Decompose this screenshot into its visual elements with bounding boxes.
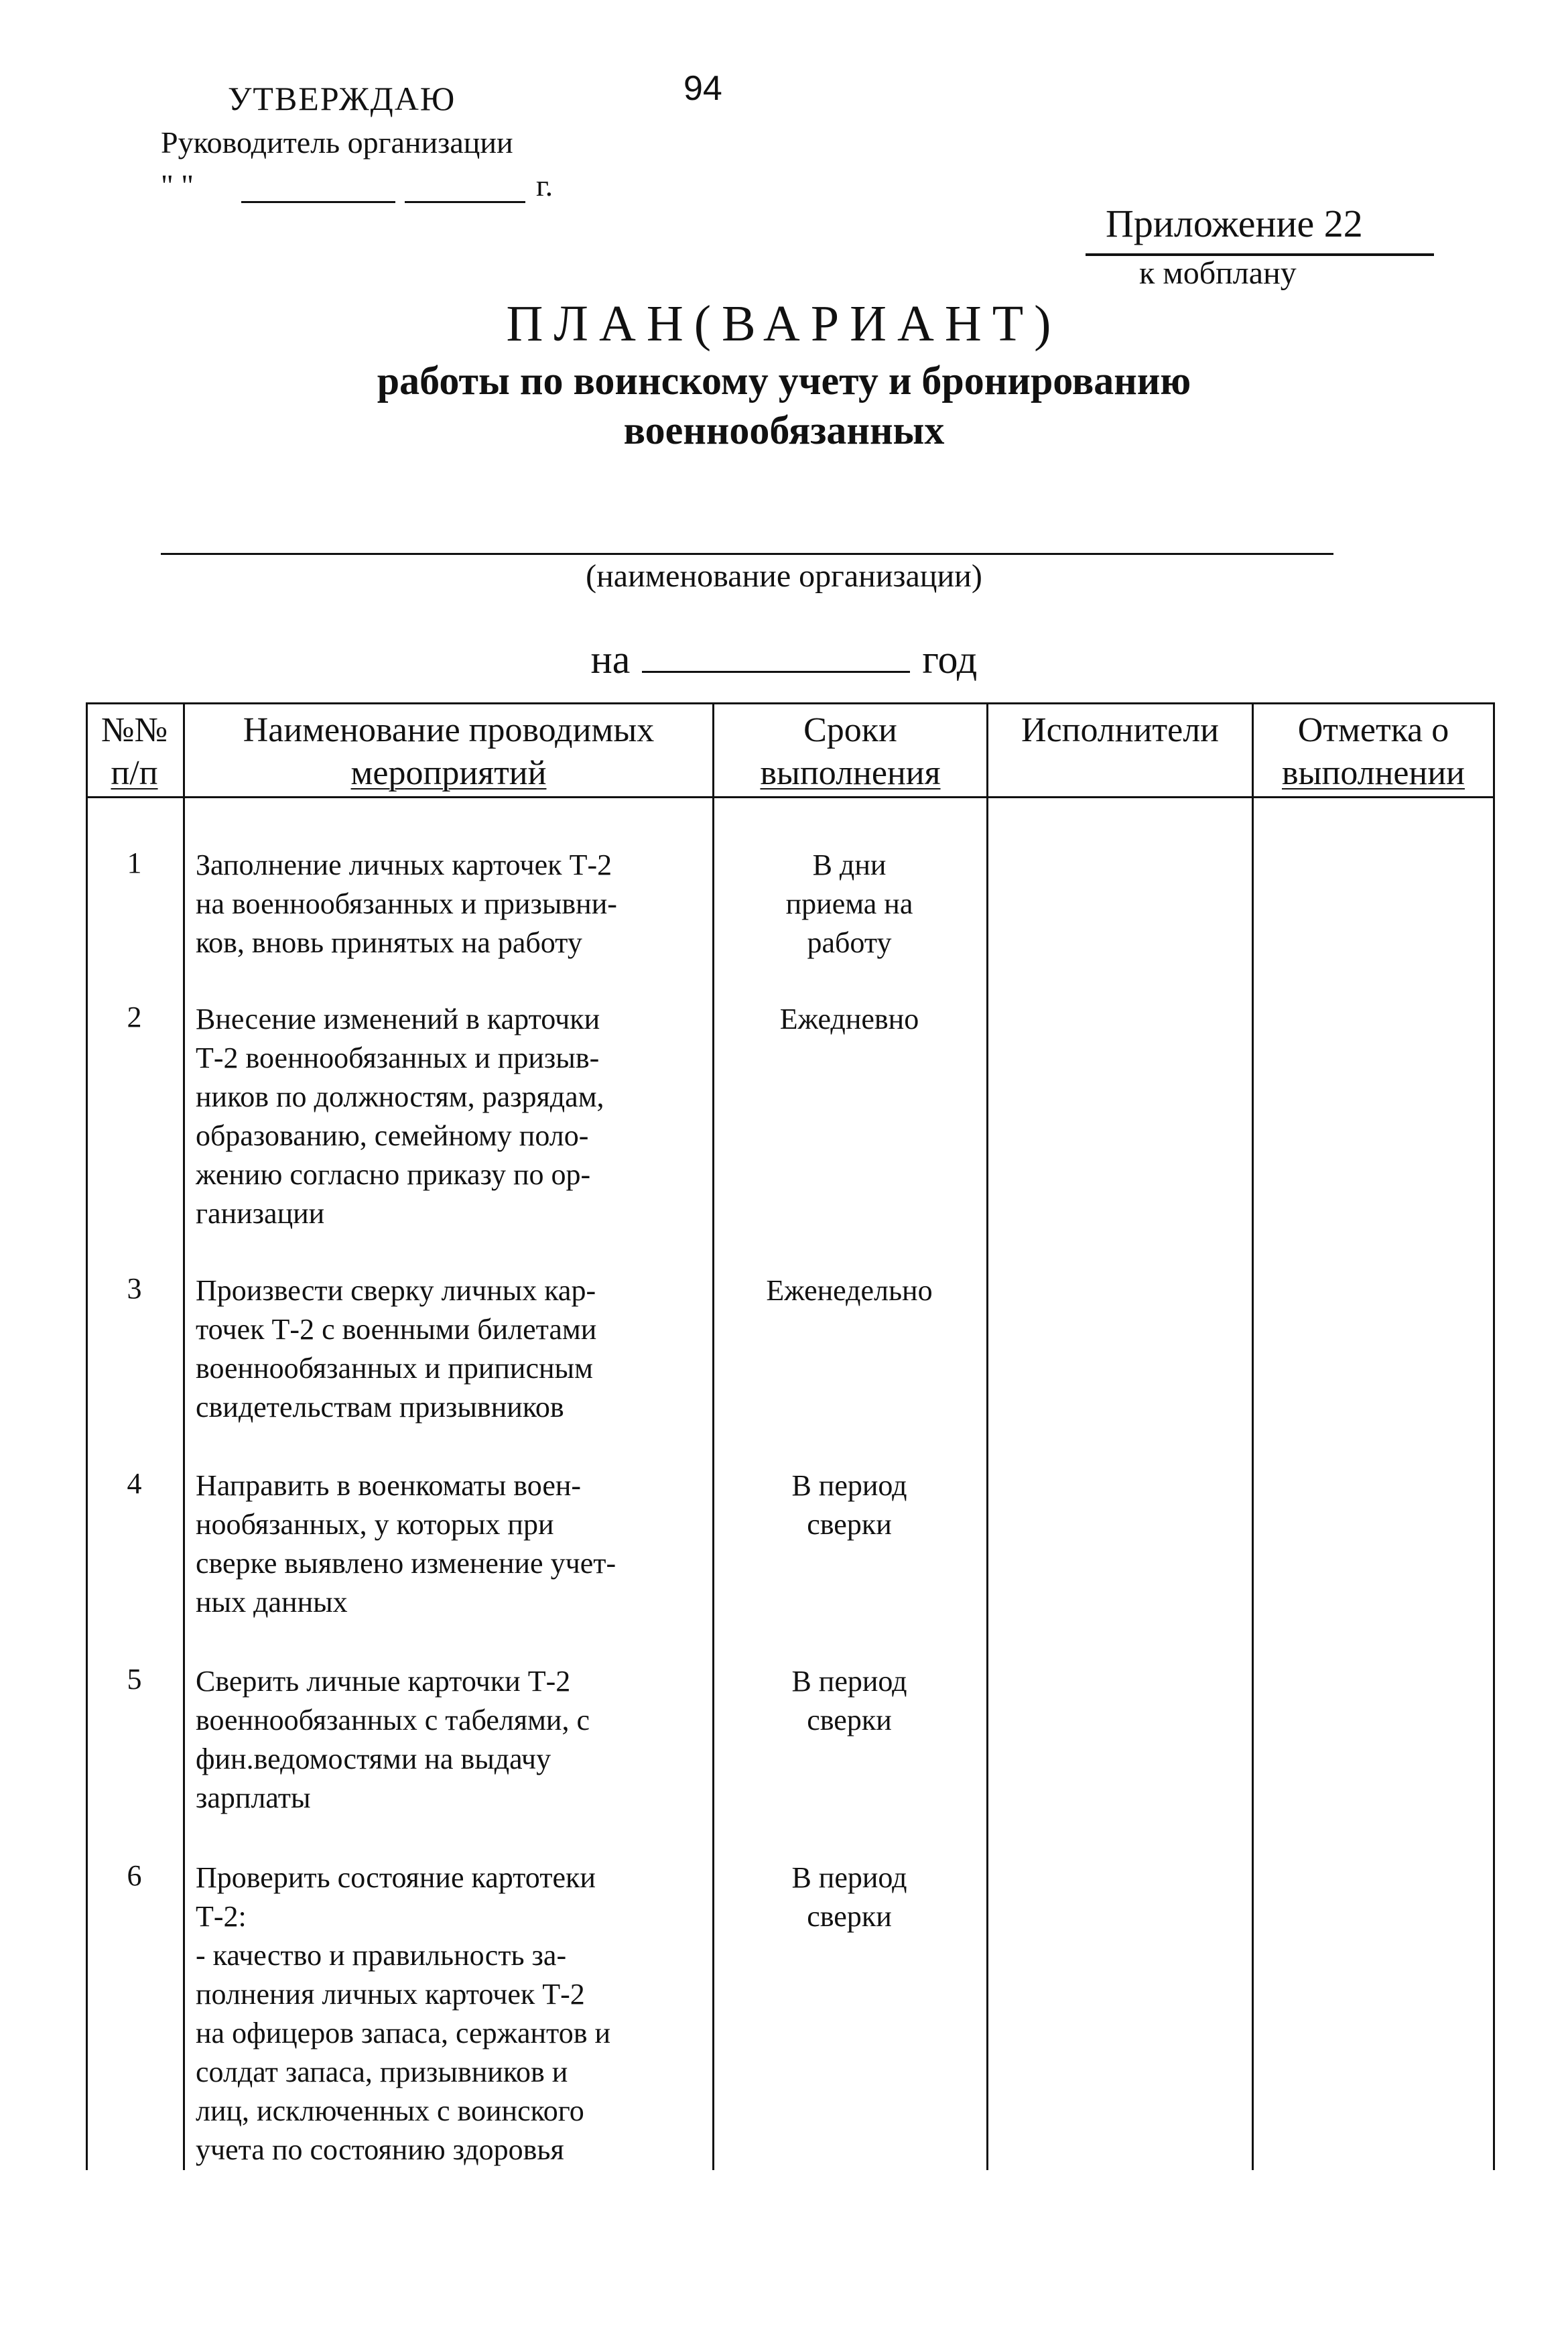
row-activity-line: Т-2 военнообязанных и призыв- xyxy=(196,1041,600,1074)
organization-caption: (наименование организации) xyxy=(586,558,982,594)
row-activity-line: сверке выявлено изменение учет- xyxy=(196,1547,616,1580)
row-term-line: Еженедельно xyxy=(766,1274,933,1307)
header-activity xyxy=(185,709,712,795)
row-activity-line: на офицеров запаса, сержантов и xyxy=(196,2017,611,2049)
row-activity-line: образованию, семейному поло- xyxy=(196,1119,589,1152)
table-col-divider-1 xyxy=(183,702,185,2170)
year-line xyxy=(0,637,1568,683)
row-term xyxy=(714,1000,985,1039)
approval-date-blank-year xyxy=(405,174,525,203)
row-term xyxy=(714,846,985,962)
row-activity-line: - качество и правильность за- xyxy=(196,1939,567,1972)
row-activity-line: точек Т-2 с военными билетами xyxy=(196,1313,597,1346)
header-mark xyxy=(1254,709,1493,795)
row-activity xyxy=(196,846,617,962)
row-activity-line: ных данных xyxy=(196,1586,348,1619)
year-prefix: на xyxy=(590,637,631,682)
table-top-border xyxy=(86,702,1493,704)
appendix-title: Приложение 22 xyxy=(1106,202,1363,245)
row-activity-line: Сверить личные карточки Т-2 xyxy=(196,1665,571,1698)
row-activity-line: ганизации xyxy=(196,1197,325,1230)
row-activity xyxy=(196,1662,590,1818)
header-term xyxy=(714,709,986,795)
table-left-border xyxy=(86,702,88,2170)
header-activity-line2: мероприятий xyxy=(350,754,547,792)
header-mark-line2: выполнении xyxy=(1282,754,1465,792)
row-activity xyxy=(196,1271,596,1427)
row-activity-line: ков, вновь принятых на работу xyxy=(196,926,582,959)
row-activity xyxy=(196,1858,610,2169)
appendix-subtitle: к мобплану xyxy=(1139,255,1297,291)
row-term-line: сверки xyxy=(807,1704,892,1736)
row-term-line: В дни xyxy=(812,848,887,881)
row-activity-line: ников по должностям, разрядам, xyxy=(196,1080,604,1113)
row-term-line: работу xyxy=(807,926,892,959)
header-term-line1: Сроки xyxy=(803,711,897,749)
row-number: 1 xyxy=(127,846,142,879)
row-number: 6 xyxy=(127,1859,142,1892)
row-activity-line: Заполнение личных карточек Т-2 xyxy=(196,848,612,881)
row-term-line: сверки xyxy=(807,1900,892,1933)
row-activity-line: солдат запаса, призывников и xyxy=(196,2056,568,2088)
row-number: 5 xyxy=(127,1663,142,1696)
header-number xyxy=(86,709,183,795)
approval-date-line xyxy=(161,168,553,203)
row-number: 4 xyxy=(127,1467,142,1500)
row-term xyxy=(714,1271,985,1310)
row-term-line: В период xyxy=(791,1861,907,1894)
header-number-line1: №№ xyxy=(101,711,168,749)
approval-heading: УТВЕРЖДАЮ xyxy=(228,80,456,117)
row-term xyxy=(714,1662,985,1740)
header-executors xyxy=(988,709,1252,752)
page-number: 94 xyxy=(683,69,722,108)
document-title: ПЛАН(ВАРИАНТ) xyxy=(506,296,1062,352)
row-activity-line: военнообязанных и приписным xyxy=(196,1352,593,1385)
row-number: 2 xyxy=(127,1001,142,1033)
organization-name-blank xyxy=(161,553,1333,555)
row-term-line: Ежедневно xyxy=(779,1003,919,1035)
row-activity xyxy=(196,1000,604,1233)
document-subtitle-line2: военнообязанных xyxy=(623,408,945,452)
header-activity-line1: Наименование проводимых xyxy=(243,711,655,749)
row-term-line: В период xyxy=(791,1469,907,1502)
row-term-line: приема на xyxy=(785,887,913,920)
row-activity-line: лиц, исключенных с воинского xyxy=(196,2094,584,2127)
approval-position: Руководитель организации xyxy=(161,125,513,160)
row-activity-line: Произвести сверку личных кар- xyxy=(196,1274,596,1307)
row-activity-line: зарплаты xyxy=(196,1781,311,1814)
row-activity-line: нообязанных, у которых при xyxy=(196,1508,554,1541)
row-term xyxy=(714,1466,985,1544)
year-blank xyxy=(642,637,910,673)
row-activity-line: Т-2: xyxy=(196,1900,247,1933)
row-activity-line: свидетельствам призывников xyxy=(196,1391,564,1424)
row-activity-line: на военнообязанных и призывни- xyxy=(196,887,617,920)
row-activity-line: фин.ведомостями на выдачу xyxy=(196,1743,551,1775)
approval-year-suffix: г. xyxy=(536,168,553,202)
header-mark-line1: Отметка о xyxy=(1297,711,1449,749)
row-number: 3 xyxy=(127,1272,142,1305)
document-subtitle-line1: работы по воинскому учету и бронированию xyxy=(377,359,1191,403)
approval-date-blank-month xyxy=(241,174,395,203)
row-activity-line: Внесение изменений в карточки xyxy=(196,1003,600,1035)
row-activity-line: учета по состоянию здоровья xyxy=(196,2133,564,2166)
row-term-line: сверки xyxy=(807,1508,892,1541)
table-col-divider-4 xyxy=(1252,702,1254,2170)
table-header-divider xyxy=(86,796,1493,798)
row-term-line: В период xyxy=(791,1665,907,1698)
row-activity-line: жению согласно приказу по ор- xyxy=(196,1158,591,1191)
row-term xyxy=(714,1858,985,1936)
row-activity-line: Проверить состояние картотеки xyxy=(196,1861,596,1894)
year-suffix: год xyxy=(922,637,978,682)
header-executors-label: Исполнители xyxy=(1021,711,1219,749)
header-number-line2: п/п xyxy=(111,754,158,792)
approval-date-quotes: " " xyxy=(161,168,194,202)
row-activity-line: военнообязанных с табелями, с xyxy=(196,1704,590,1736)
row-activity-line: Направить в военкоматы воен- xyxy=(196,1469,582,1502)
row-activity xyxy=(196,1466,616,1622)
table-right-border xyxy=(1493,702,1495,2170)
row-activity-line: полнения личных карточек Т-2 xyxy=(196,1978,585,2011)
table-col-divider-3 xyxy=(986,702,988,2170)
header-term-line2: выполнения xyxy=(760,754,941,792)
